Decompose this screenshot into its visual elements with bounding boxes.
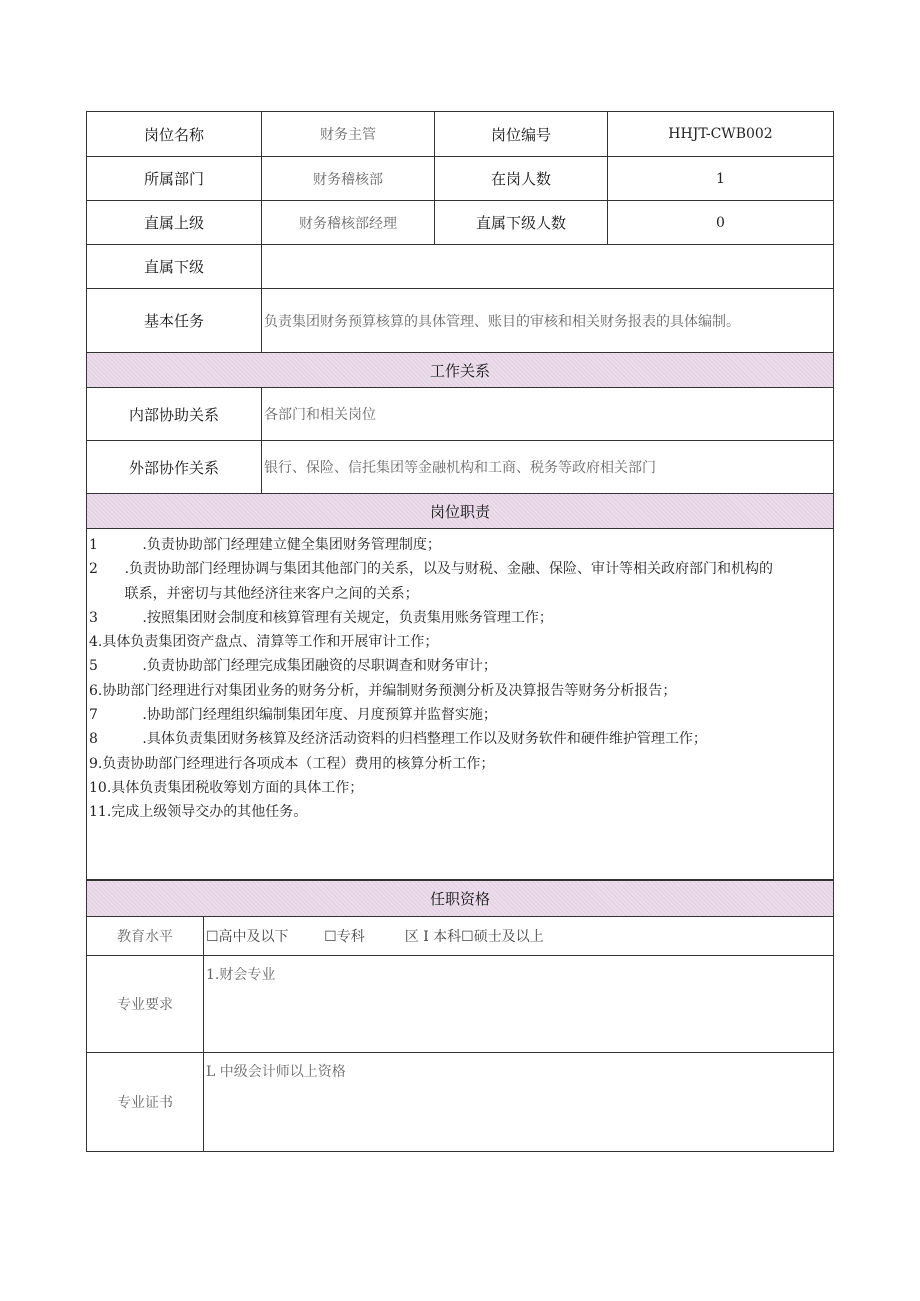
duty-item: 11.完成上级领导交办的其他任务。 (89, 804, 308, 821)
work-relations-header: 工作关系 (86, 352, 834, 388)
education-label: 教育水平 (86, 916, 204, 956)
duty-item: 1 .负责协助部门经理建立健全集团财务管理制度； (89, 537, 441, 553)
external-relations-value: 银行、保险、信托集团等金融机构和工商、税务等政府相关部门 (261, 440, 834, 494)
superior-value: 财务稽核部经理 (261, 200, 435, 245)
external-relations-label: 外部协作关系 (86, 440, 262, 494)
position-name-value: 财务主管 (261, 111, 435, 157)
duty-item: 4.具体负责集团资产盘点、清算等工作和开展审计工作； (89, 634, 439, 651)
superior-label: 直属上级 (86, 200, 262, 245)
duty-item: 10.具体负责集团税收筹划方面的具体工作； (89, 779, 364, 796)
headcount-label: 在岗人数 (434, 156, 608, 201)
internal-relations-value: 各部门和相关岗位 (261, 387, 834, 441)
duty-item: 8 .具体负责集团财务核算及经济活动资料的归档整理工作以及财务软件和硬件维护管理工作； (89, 731, 707, 748)
duty-item: 5 .负责协助部门经理完成集团融资的尽职调查和财务审计； (89, 658, 497, 675)
department-value: 财务稽核部 (261, 156, 435, 201)
subordinate-value (261, 244, 834, 289)
duty-item: 3 .按照集团财会制度和核算管理有关规定，负责集用账务管理工作； (89, 609, 553, 626)
headcount-value: 1 (607, 156, 834, 201)
position-code-value: HHJT-CWB002 (607, 111, 834, 157)
basic-task-value: 负责集团财务预算核算的具体管理、账目的审核和相关财务报表的具体编制。 (261, 288, 834, 353)
subordinate-count-label: 直属下级人数 (434, 200, 608, 245)
duty-item: 9.负责协助部门经理进行各项成本（工程）费用的核算分析工作； (89, 755, 495, 772)
duties-header: 岗位职责 (86, 493, 834, 529)
department-label: 所属部门 (86, 156, 262, 201)
education-options: ☐高中及以下 ☐专科 区 I 本科☐硕士及以上 (203, 916, 834, 956)
basic-task-label: 基本任务 (86, 288, 262, 353)
subordinate-count-value: 0 (607, 200, 834, 245)
position-name-label: 岗位名称 (86, 111, 262, 157)
internal-relations-label: 内部协助关系 (86, 387, 262, 441)
position-code-label: 岗位编号 (434, 111, 608, 157)
duty-item: 2 .负责协助部门经理协调与集团其他部门的关系，以及与财税、金融、保险、审计等相关政府部门和机构的 联系，并密切与其他经济往来客户之间的关系； (89, 561, 774, 602)
major-value: 1.财会专业 (203, 955, 834, 1053)
duty-item: 6.协助部门经理进行对集团业务的财务分析，并编制财务预测分析及决算报告等财务分析报告； (89, 682, 677, 699)
duty-item: 7 .协助部门经理组织编制集团年度、月度预算并监督实施； (89, 707, 497, 724)
duties-list (86, 528, 834, 880)
qualifications-header: 任职资格 (86, 880, 834, 917)
major-label: 专业要求 (86, 955, 204, 1053)
subordinate-label: 直属下级 (86, 244, 262, 289)
certificate-value: L 中级会计师以上资格 (203, 1052, 834, 1152)
certificate-label: 专业证书 (86, 1052, 204, 1152)
